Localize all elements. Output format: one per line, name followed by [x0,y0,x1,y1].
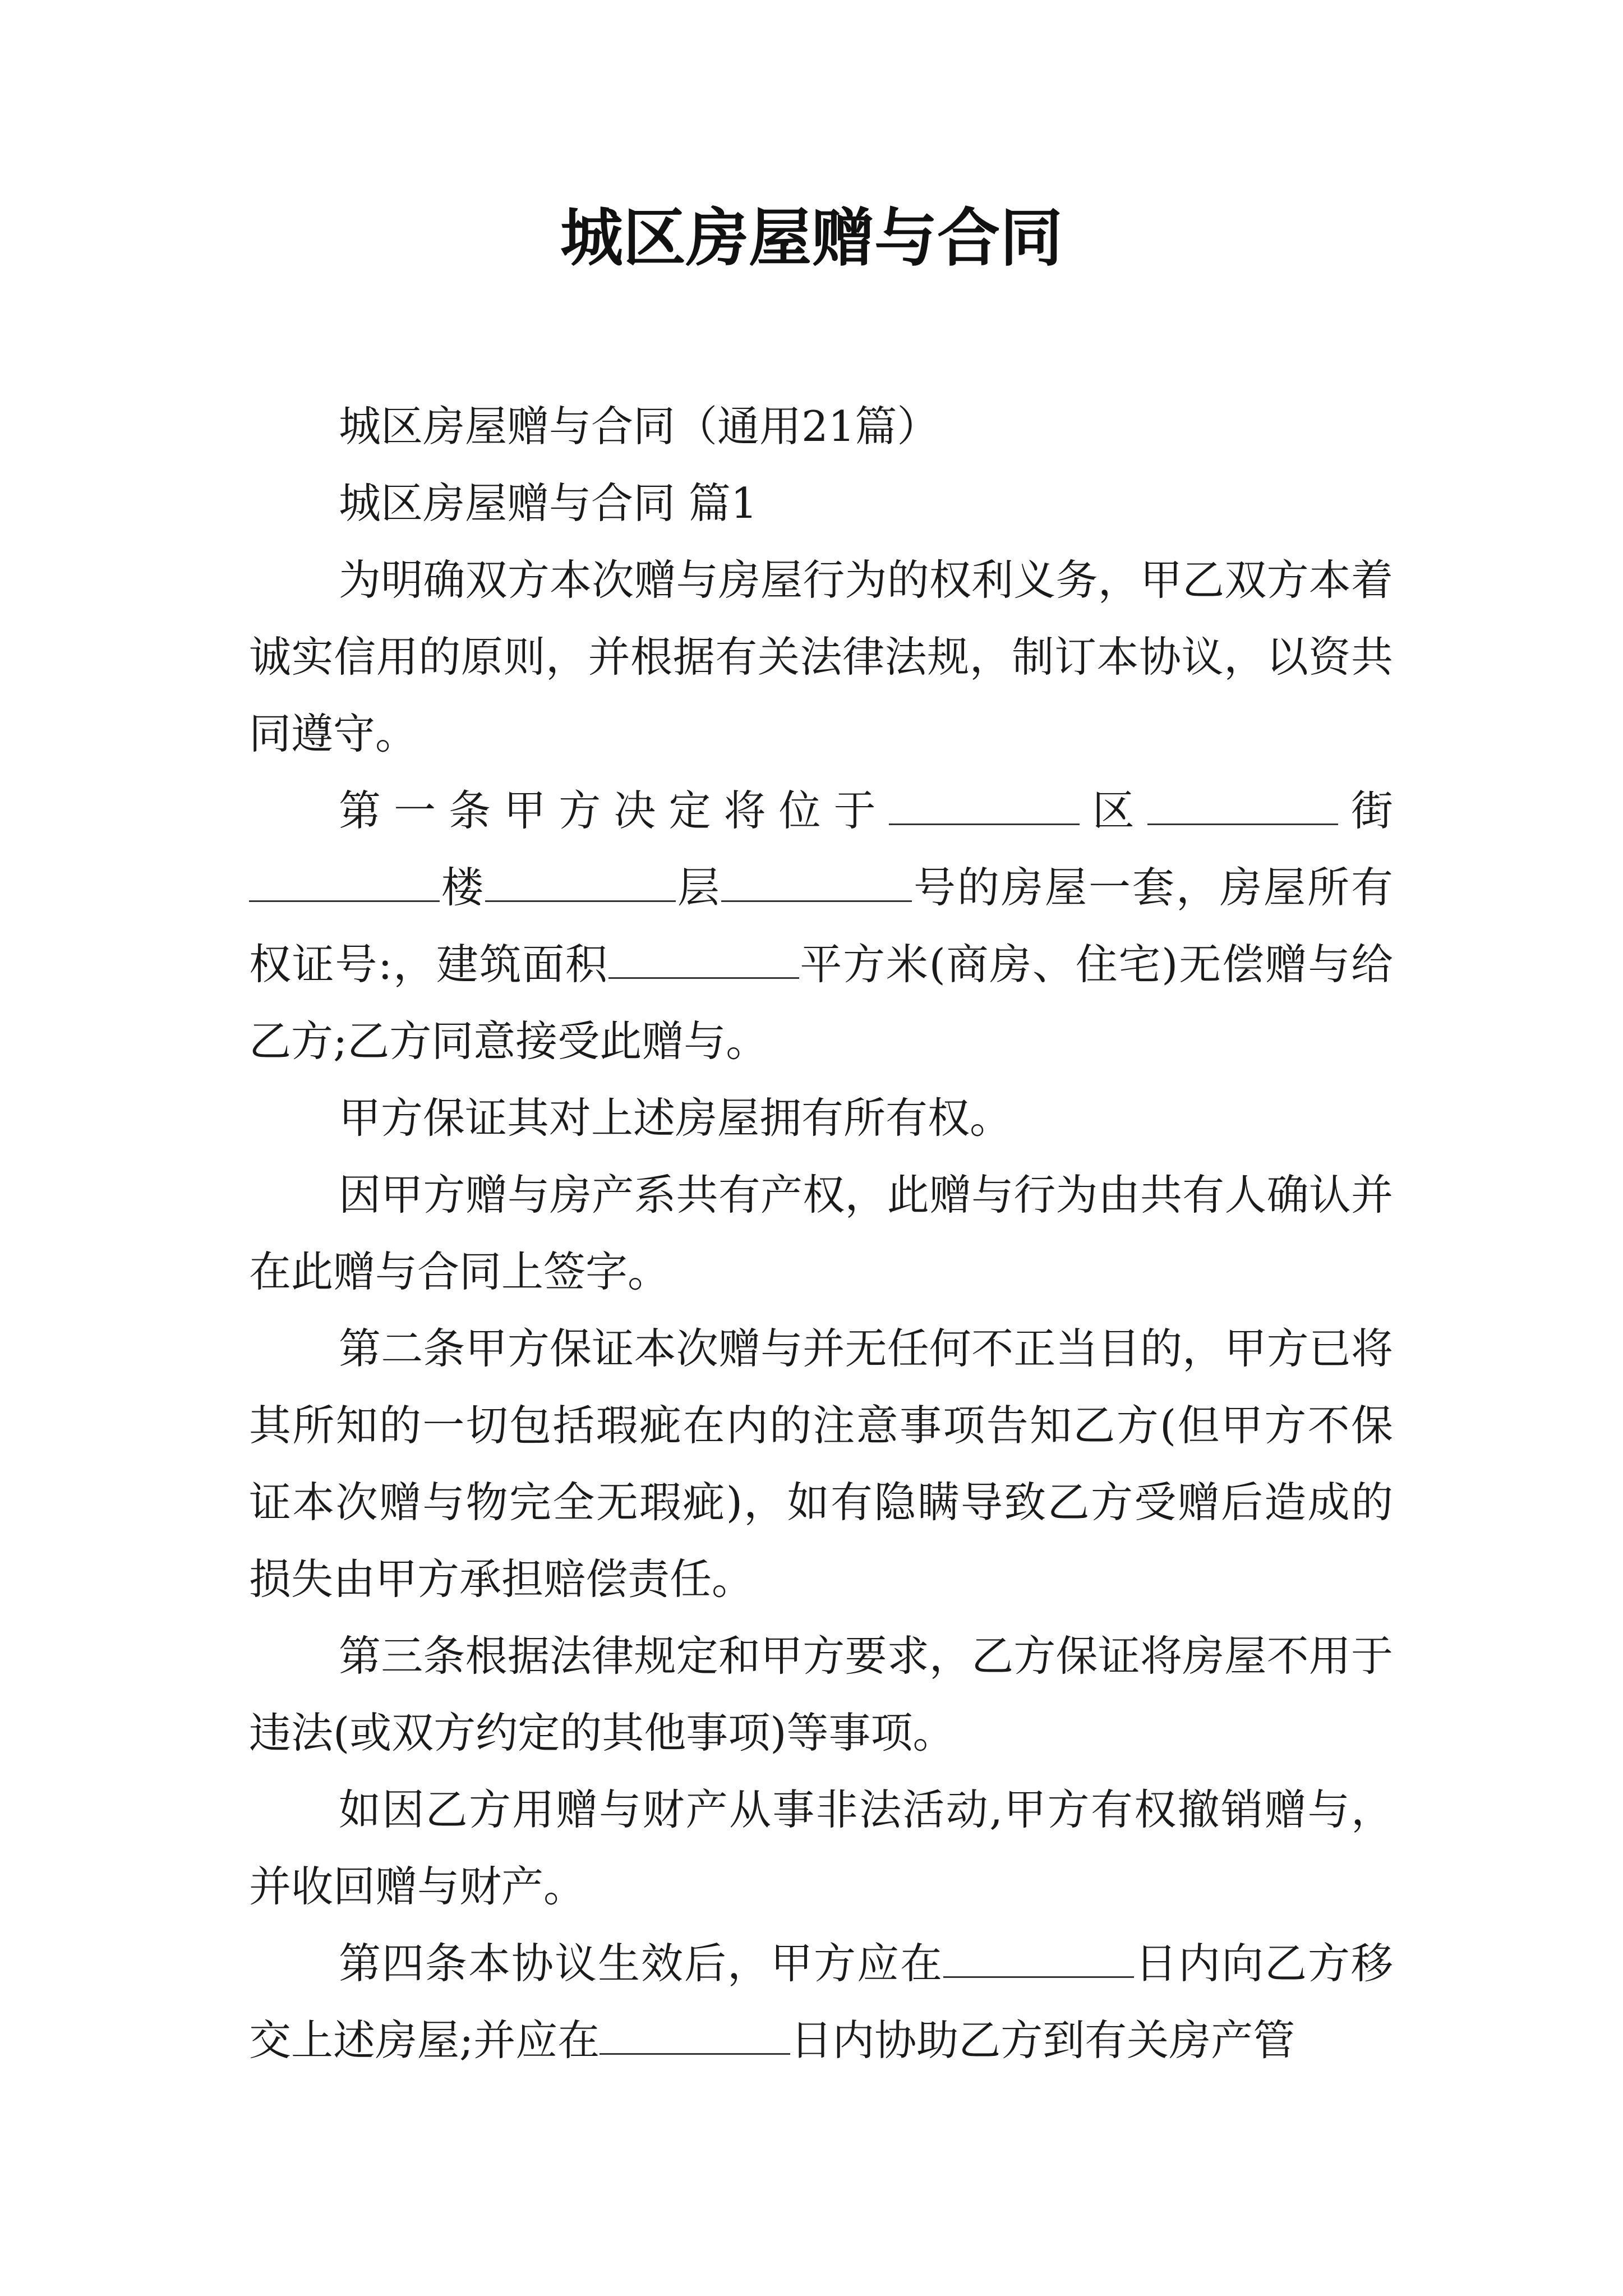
article-1-text-e: 层 [676,863,721,912]
article-1-text-d: 楼 [440,863,485,912]
blank-field [485,863,676,902]
article-1-paragraph [249,772,1393,1080]
article-4-text-c: 日内协助乙方到有关房产管 [790,2016,1295,2065]
blank-field [608,940,799,979]
article-2-paragraph: 第二条甲方保证本次赠与并无任何不正当目的，甲方已将其所知的一切包括瑕疵在内的注意事项告知乙方(但甲方不保证本次赠与物完全无瑕疵)，如有隐瞒导致乙方受赠后造成的损失由甲方承担赔偿责任。 [249,1324,1393,1604]
article-3-paragraph: 第三条根据法律规定和甲方要求，乙方保证将房屋不用于违法(或双方约定的其他事项)等事项。 [249,1631,1393,1757]
blank-field [249,863,440,902]
blank-field [600,2016,790,2055]
article-4-paragraph [249,1925,1393,2079]
document-title: 城区房屋赠与合同 [560,201,1063,275]
blank-field [721,863,912,902]
blank-field [943,1939,1134,1978]
ownership-paragraph: 甲方保证其对上述房屋拥有所有权。 [339,1093,1012,1143]
subtitle: 城区房屋赠与合同（通用21篇） [339,402,939,451]
section-heading: 城区房屋赠与合同 篇1 [339,478,758,528]
article-1-text-g: 平方米(商房、住宅)无偿赠与给乙方;乙方同意接受此赠与。 [249,940,1393,1066]
intro-paragraph: 为明确双方本次赠与房屋行为的权利义务，甲乙双方本着诚实信用的原则，并根据有关法律法规，制订本协议，以资共同遵守。 [249,555,1393,758]
blank-field [1147,786,1338,825]
revoke-paragraph: 如因乙方用赠与财产从事非法活动,甲方有权撤销赠与，并收回赠与财产。 [249,1785,1393,1911]
document-body [249,388,1393,2079]
article-4-text-b: 日内向乙方移交上述房屋;并应在 [249,1939,1393,2065]
article-1-text-b: 区 [1079,786,1147,835]
co-owner-paragraph: 因甲方赠与房产系共有产权，此赠与行为由共有人确认并在此赠与合同上签字。 [249,1170,1393,1296]
article-1-text-f: 号的房屋一套，房屋所有权证号:，建筑面积 [249,863,1393,989]
blank-field [889,786,1080,825]
article-1-text-c: 街 [1338,786,1393,835]
article-4-text-a: 第四条本协议生效后，甲方应在 [339,1939,943,1988]
article-1-text-a: 第一条甲方决定将位于 [339,786,889,835]
